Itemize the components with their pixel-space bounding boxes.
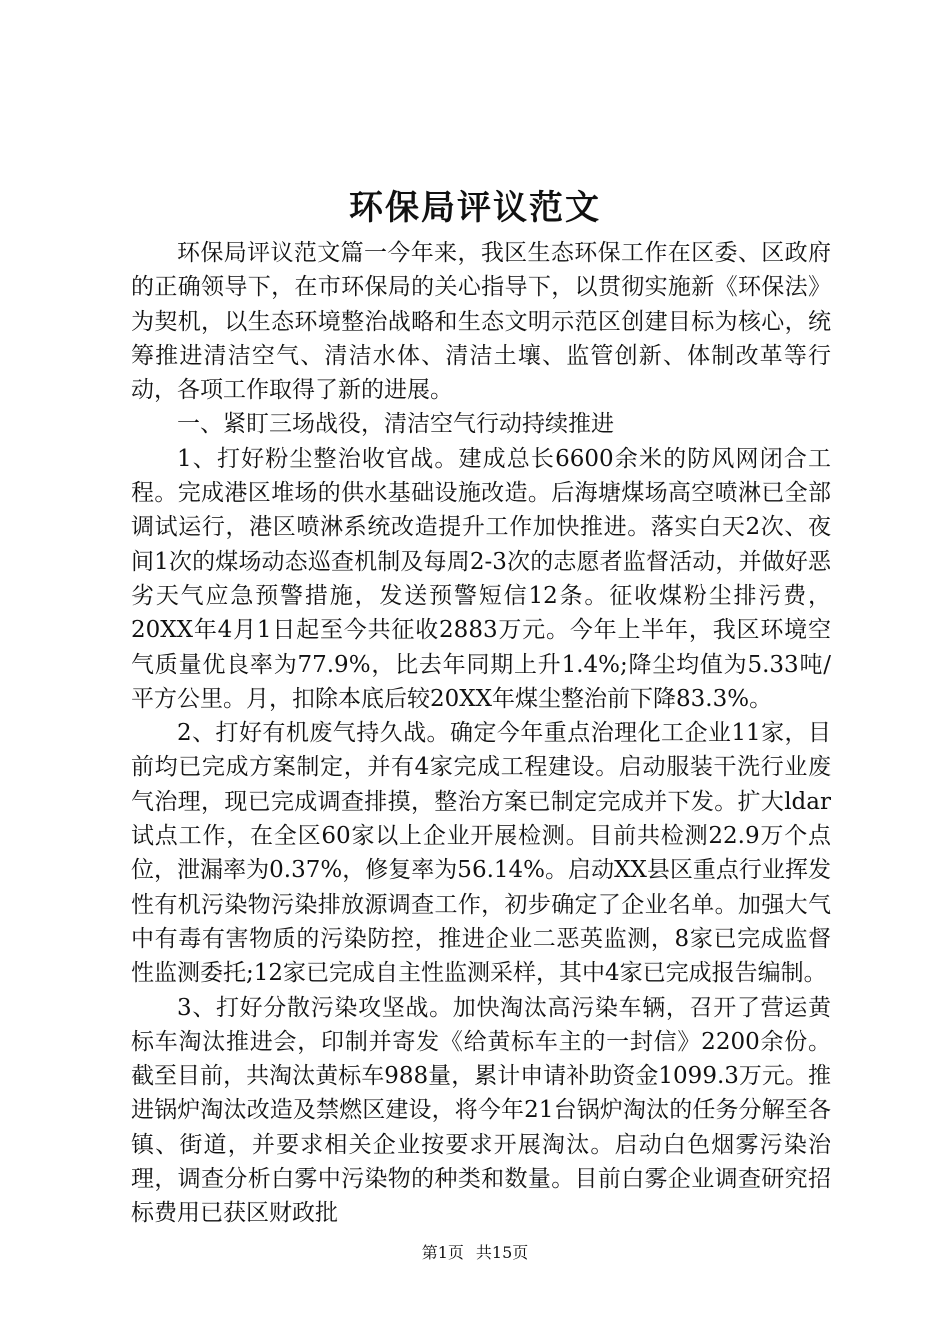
paragraph-dust-control: 1、打好粉尘整治收官战。建成总长6600余米的防风网闭合工程。完成港区堆场的供水基础设施改造。后海塘煤场高空喷淋已全部调试运行，港区喷淋系统改造提升工作加快推进。落实白天2次、夜间1次的煤场动态巡查机制及每周2-3次的志愿者监督活动，并做好恶劣天气应急预警措施，发送预警短信12条。征收煤粉尘排污费，20XX年4月1日起至今共征收2883万元。今年上半年，我区环境空气质量优良率为77.9%，比去年同期上升1.4%;降尘均值为5.33吨/平方公里。月，扣除本底后较20XX年煤尘整治前下降83.3%。 (131, 445, 831, 712)
page-footer (0, 1242, 950, 1264)
paragraph-intro: 环保局评议范文篇一今年来，我区生态环保工作在区委、区政府的正确领导下，在市环保局的关心指导下，以贯彻实施新《环保法》为契机，以生态环境整治战略和生态文明示范区创建目标为核心，统筹推进清洁空气、清洁水体、清洁土壤、监管创新、体制改革等行动，各项工作取得了新的进展。 (131, 240, 831, 404)
paragraph-organic-gas: 2、打好有机废气持久战。确定今年重点治理化工企业11家，目前均已完成方案制定，并有4家完成工程建设。启动服装干洗行业废气治理，现已完成调查排摸，整治方案已制定完成并下发。扩大ldar试点工作，在全区60家以上企业开展检测。目前共检测22.9万个点位，泄漏率为0.37%，修复率为56.14%。启动XX县区重点行业挥发性有机污染物污染排放源调查工作，初步确定了企业名单。加强大气中有毒有害物质的污染防控，推进企业二恶英监测，8家已完成监督性监测委托;12家已完成自主性监测采样，其中4家已完成报告编制。 (131, 720, 831, 987)
section-heading: 一、紧盯三场战役，清洁空气行动持续推进 (177, 411, 614, 438)
page-number: 第1页 (421, 1243, 464, 1262)
page-total: 共15页 (475, 1243, 529, 1262)
document-body (131, 236, 831, 1231)
document-title: 环保局评议范文 (349, 188, 601, 228)
paragraph-scattered-pollution: 3、打好分散污染攻坚战。加快淘汰高污染车辆，召开了营运黄标车淘汰推进会，印制并寄发《给黄标车主的一封信》2200余份。截至目前，共淘汰黄标车988量，累计申请补助资金1099.3万元。推进锅炉淘汰改造及禁燃区建设，将今年21台锅炉淘汰的任务分解至各镇、街道，并要求相关企业按要求开展淘汰。启动白色烟雾污染治理，调查分析白雾中污染物的种类和数量。目前白雾企业调查研究招标费用已获区财政批 (131, 994, 831, 1227)
